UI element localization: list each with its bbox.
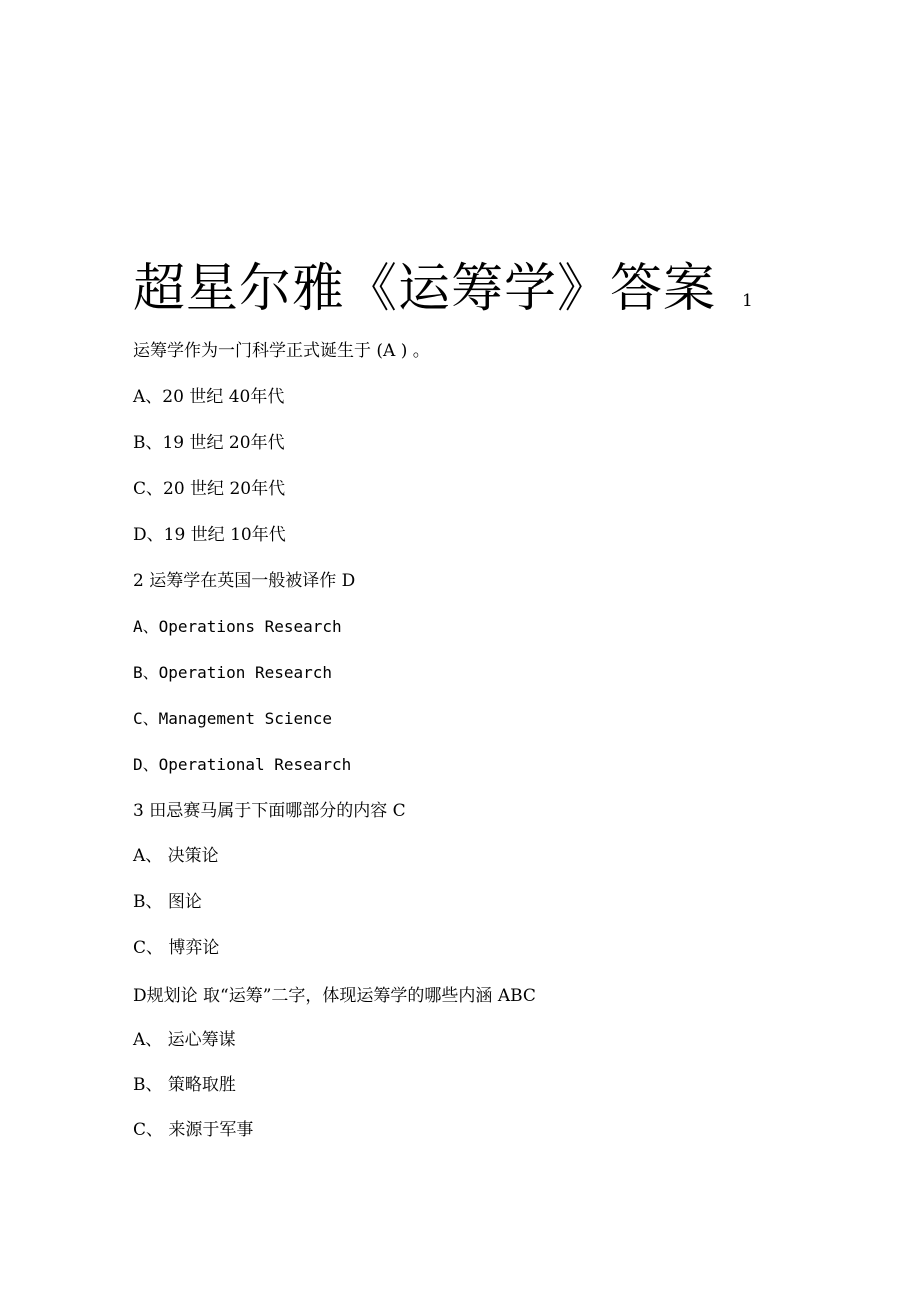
option-1d: D、19 世纪 10年代 — [133, 525, 286, 545]
option-2a: A、Operations Research — [133, 617, 342, 636]
option-3a: A、 决策论 — [133, 846, 219, 866]
option-4c: C、 来源于军事 — [133, 1120, 254, 1140]
question-4: D规划论 取“运筹”二字，体现运筹学的哪些内涵 ABC — [133, 986, 536, 1006]
option-2c: C、Management Science — [133, 709, 333, 728]
option-2b: B、Operation Research — [133, 663, 333, 682]
option-1b: B、19 世纪 20年代 — [133, 433, 285, 453]
question-1: 运筹学作为一门科学正式诞生于 (A ) 。 — [133, 341, 430, 361]
option-3c: C、 博弈论 — [133, 938, 220, 958]
question-2: 2 运筹学在英国一般被译作 D — [133, 571, 356, 591]
option-1a: A、20 世纪 40年代 — [133, 387, 285, 407]
option-4a: A、 运心筹谋 — [133, 1030, 236, 1050]
question-3: 3 田忌赛马属于下面哪部分的内容 C — [133, 801, 406, 821]
option-4b: B、 策略取胜 — [133, 1075, 236, 1095]
option-3b: B、 图论 — [133, 892, 202, 912]
title-text: 超星尔雅《运筹学》答案 — [133, 259, 717, 319]
option-2d: D、Operational Research — [133, 755, 352, 774]
option-1c: C、20 世纪 20年代 — [133, 479, 286, 499]
document-title — [133, 258, 753, 320]
title-number: 1 — [742, 291, 753, 311]
